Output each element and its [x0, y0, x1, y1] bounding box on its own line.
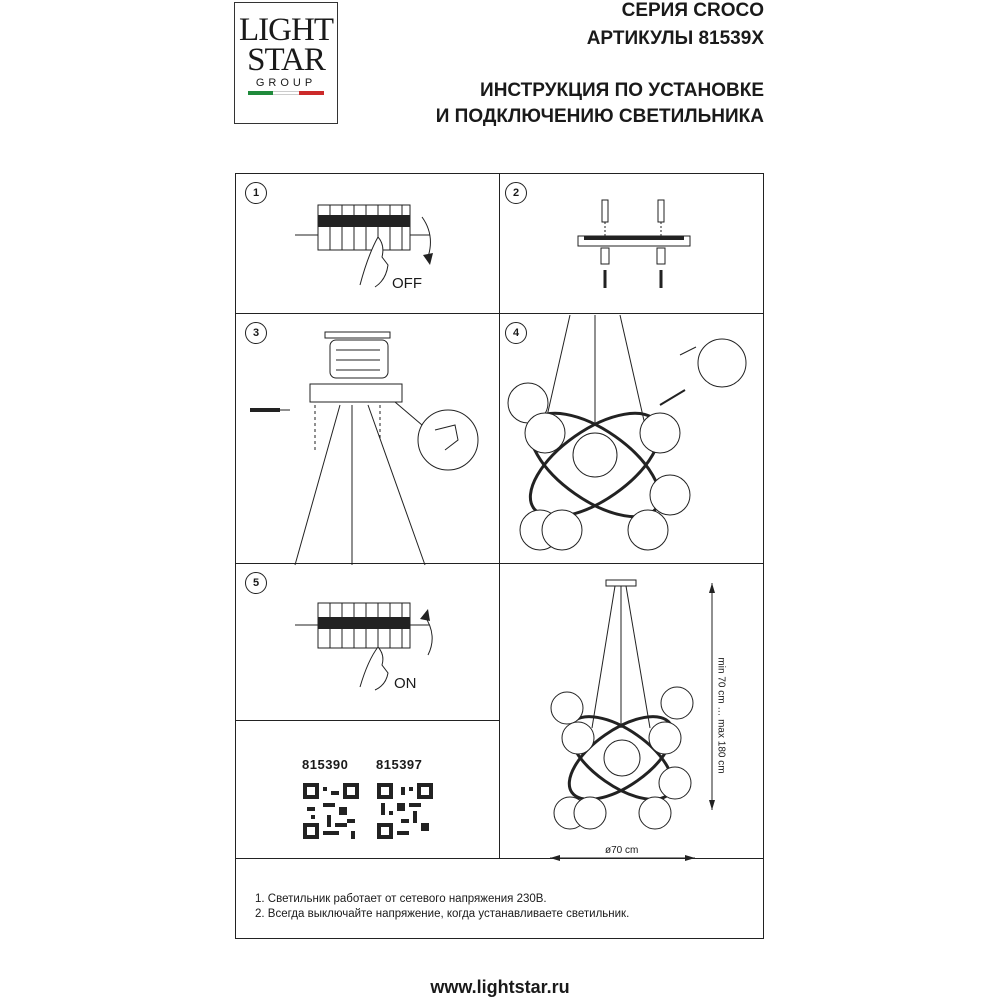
doc-title-line2: И ПОДКЛЮЧЕНИЮ СВЕТИЛЬНИКА: [435, 106, 764, 127]
note-2: 2. Всегда выключайте напряжение, когда устанавливаете светильник.: [255, 908, 630, 920]
on-label: ON: [394, 675, 417, 692]
breaker-on-illustration: [290, 595, 440, 695]
logo-line2: STAR: [247, 42, 325, 78]
note-1: 1. Светильник работает от сетевого напряжения 230В.: [255, 893, 547, 905]
chandelier-assembly-illustration: [500, 315, 764, 560]
footer-url[interactable]: www.lightstar.ru: [430, 977, 570, 997]
ceiling-connection-illustration: [240, 330, 495, 568]
qr-code-815397: [377, 783, 433, 839]
logo-flag: [248, 91, 324, 95]
series-title: СЕРИЯ CROCO: [621, 0, 764, 21]
step-number-5: 5: [245, 572, 267, 594]
qr-code-815390: [303, 783, 359, 839]
article-code-1: 815390: [302, 757, 349, 772]
qr-cell: [236, 721, 500, 859]
diameter-label: ø70 cm: [605, 845, 639, 856]
article-code-2: 815397: [376, 757, 423, 772]
logo-line1: LIGHT: [239, 12, 333, 48]
chandelier-dimensions-illustration: [540, 578, 730, 863]
step-number-2: 2: [505, 182, 527, 204]
brand-logo: [234, 2, 338, 124]
doc-title-line1: ИНСТРУКЦИЯ ПО УСТАНОВКЕ: [480, 80, 764, 101]
height-label: min 70 cm … max 180 cm: [715, 657, 727, 774]
step-number-4: 4: [505, 322, 527, 344]
off-label: OFF: [392, 275, 422, 292]
step-number-3: 3: [245, 322, 267, 344]
logo-line3: GROUP: [255, 77, 317, 89]
mounting-bracket-illustration: [570, 190, 700, 295]
step-number-1: 1: [245, 182, 267, 204]
articles-title: АРТИКУЛЫ 81539X: [586, 28, 764, 49]
